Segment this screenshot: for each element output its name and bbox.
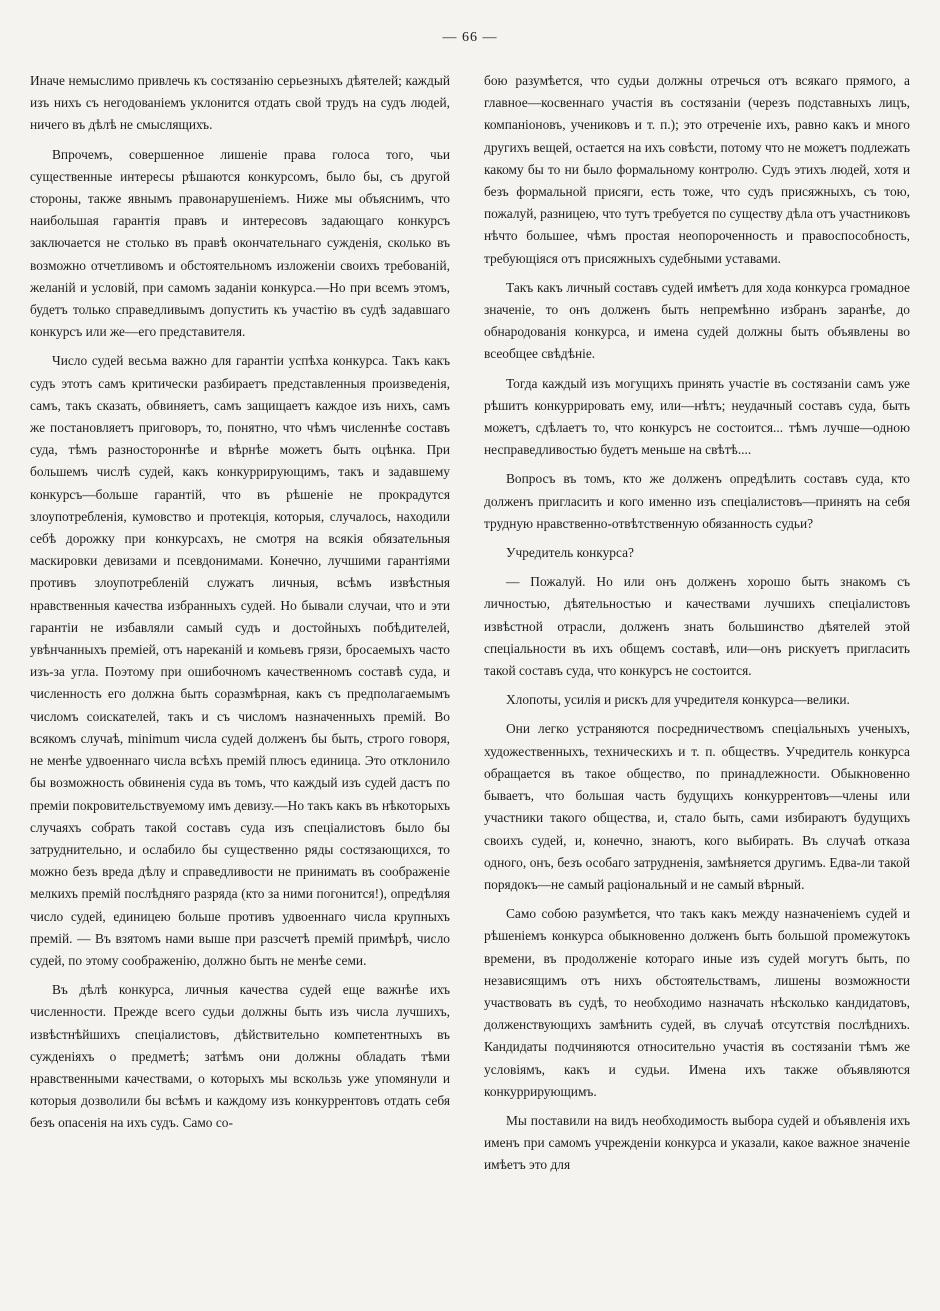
paragraph: Они легко устраняются посредничествомъ спеціальныхъ ученыхъ, художественныхъ, техническихъ и т. п. обществъ. Учредитель конкурса обращается въ такое общество, по принадлежности. Обыкновенно бываетъ, что большая часть будущихъ конкуррентовъ—члены или участники такого общества, и, стало быть, сами избираютъ будущихъ своихъ судей, и, конечно, знаютъ, кого выбирать. Въ случаѣ отказа одного, онъ, безъ особаго затрудненія, замѣняется другимъ. Едва-ли такой порядокъ—не самый раціональный и не самый вѣрный. xyxy=(484,721,910,892)
paragraph: Само собою разумѣется, что такъ какъ между назначеніемъ судей и рѣшеніемъ конкурса обыкновенно долженъ быть большой промежутокъ времени, въ продолженіе котораго иные изъ судей могутъ быть, по независящимъ отъ нихъ обстоятельствамъ, лишены возможности участвовать въ судѣ, то необходимо назначать нѣсколько кандидатовъ, долженствующихъ замѣнить судей, въ случаѣ отсутствія послѣднихъ. Кандидаты подчиняются относительно участія въ состязаніи тѣмъ же условіямъ, какъ и судьи. Имена ихъ также объявляются конкуррирующимъ. xyxy=(484,906,910,1099)
paragraph: Такъ какъ личный составъ судей имѣетъ для хода конкурса громадное значеніе, то онъ долженъ быть непремѣнно избранъ заранѣе, до обнародованія конкурса, и имена судей должны быть объявлены во всеобщее свѣдѣніе. xyxy=(484,279,910,362)
paragraph: Тогда каждый изъ могущихъ принять участіе въ состязаніи самъ уже рѣшитъ конкуррировать ему, или—нѣтъ; неудачный составъ суда, быть можетъ, сдѣлаетъ то, что конкурсъ не состоится... тѣмъ лучше—одною несправедливостью будетъ меньше на свѣтѣ.... xyxy=(484,375,910,458)
paragraph: Иначе немыслимо привлечь къ состязанію серьезныхъ дѣятелей; каждый изъ нихъ съ негодованіемъ уклонится отдать свой трудъ на судъ людей, ничего въ дѣлѣ не смыслящихъ. xyxy=(30,73,450,133)
right-column xyxy=(484,70,910,1177)
paragraph: Вопросъ въ томъ, кто же долженъ опредѣлить составъ суда, кто долженъ пригласить и кого именно изъ спеціалистовъ—принять на себя трудную нравственно-отвѣтственную обязанность судьи? xyxy=(484,471,910,531)
paragraph: — Пожалуй. Но или онъ долженъ хорошо быть знакомъ съ личностью, дѣятельностью и качествами лучшихъ спеціалистовъ извѣстной отрасли, долженъ знать большинство дѣятелей этой спеціальности въ ихъ общемъ составѣ, или—онъ рискуетъ пригласить такой составъ суда, что конкурсъ не состоится. xyxy=(484,574,910,679)
paragraph: Число судей весьма важно для гарантіи успѣха конкурса. Такъ какъ судъ этотъ самъ критически разбираетъ представленныя произведенія, самъ, такъ сказать, обвиняетъ, самъ защищаетъ каждое изъ нихъ, самъ же постановляетъ приговоръ, то, понятно, что чѣмъ численнѣе составъ суда, тѣмъ разностороннѣе и вѣрнѣе можетъ быть оцѣнка. При большемъ числѣ судей, какъ конкуррирующимъ, такъ и задавшему конкурсъ—больше гарантій, что въ рѣшеніе не прокрадутся злоупотребленія, кумовство и протекція, которыя, случалось, находили себѣ дорожку при конкурсахъ, не смотря на всякія обязательныя маскировки девизами и псевдонимами. Конечно, лучшими гарантіями противъ злоупотребленій служатъ личныя, всѣмъ извѣстныя нравственныя качества избранныхъ судей. Но бывали случаи, что и эти гарантіи не избавляли самый судъ и достойныхъ побѣдителей, увѣнчанныхъ преміей, отъ нареканій и комьевъ грязи, бросаемыхъ часто изъ-за угла. Поэтому при ошибочномъ качественномъ составѣ суда, и численность его должна быть соразмѣрная, какъ съ предполагаемымъ числомъ соискателей, такъ и съ числомъ назначенныхъ премій. Во всякомъ случаѣ, minimum числа судей долженъ бы быть, строго говоря, не менѣе удвоеннаго числа всѣхъ премій плюсъ единица. Это отклонило бы возможность обвиненія суда въ томъ, что каждый изъ судей дастъ по преміи покровительствуемому имъ девизу.—Но такъ какъ въ нѣкоторыхъ случаяхъ собрать такой составъ суда изъ спеціалистовъ было бы затруднительно, и ослабило бы существенно ряды состязающихся, то можно безъ вреда дѣлу и справедливости не принимать въ соображеніе мелкихъ премій послѣдняго разряда (кто за ними погонится!), опредѣляя число судей, единицею больше противъ удвоеннаго числа крупныхъ премій. — Въ взятомъ нами выше при разсчетѣ премій примѣрѣ, число судей, по этому соображенію, должно быть не менѣе семи. xyxy=(30,353,450,968)
paragraph: Въ дѣлѣ конкурса, личныя качества судей еще важнѣе ихъ численности. Прежде всего судьи должны быть изъ числа лучшихъ, извѣстнѣйшихъ спеціалистовъ, дѣйствительно компетентныхъ въ сужденіяхъ о предметѣ; затѣмъ они должны обладать тѣми нравственными качествами, о которыхъ мы вскользь уже упомянули и которыя дозволили бы всѣмъ и каждому изъ конкуррентовъ отдать себя безъ опасенія на ихъ судъ. Само со- xyxy=(30,982,450,1131)
paragraph: бою разумѣется, что судьи должны отречься отъ всякаго прямого, а главное—косвеннаго участія въ состязаніи (черезъ подставныхъ лицъ, компаніоновъ, учениковъ и т. п.); это отреченіе ихъ, равно какъ и много другихъ вещей, остается на ихъ совѣсти, потому что не можетъ подлежать какому бы то ни было формальному контролю. Судъ этихъ людей, хотя и безъ формальной присяги, есть тоже, что судъ присяжныхъ, съ тою, пожалуй, разницею, что тутъ требуется по существу дѣла отъ участниковъ нѣчто большее, чѣмъ простая неопороченность и правоспособность, требующіяся отъ присяжныхъ судебными уставами. xyxy=(484,73,910,266)
paragraph: Впрочемъ, совершенное лишеніе права голоса того, чьи существенные интересы рѣшаются конкурсомъ, было бы, съ другой стороны, также явнымъ правонарушеніемъ. Ниже мы объяснимъ, что наибольшая гарантія правъ и интересовъ задающаго конкурсъ заключается не столько въ правѣ окончательнаго сужденія, сколько въ возможно отчетливомъ и обстоятельномъ изложеніи своихъ требованій, желаній и условій, при самомъ заданіи конкурса.—Но при всемъ этомъ, будетъ только справедливымъ допустить къ участію въ судѣ задавшаго конкурсъ или же—его представителя. xyxy=(30,146,450,340)
paragraph: Учредитель конкурса? xyxy=(506,545,634,561)
page-number: — 66 — xyxy=(442,30,498,45)
paragraph: Мы поставили на видъ необходимость выбора судей и объявленія ихъ именъ при самомъ учрежденіи конкурса и указали, какое важное значеніе имѣетъ это для xyxy=(484,1112,910,1173)
paragraph: Хлопоты, усилія и рискъ для учредителя конкурса—велики. xyxy=(506,692,850,708)
left-column xyxy=(30,70,450,1135)
